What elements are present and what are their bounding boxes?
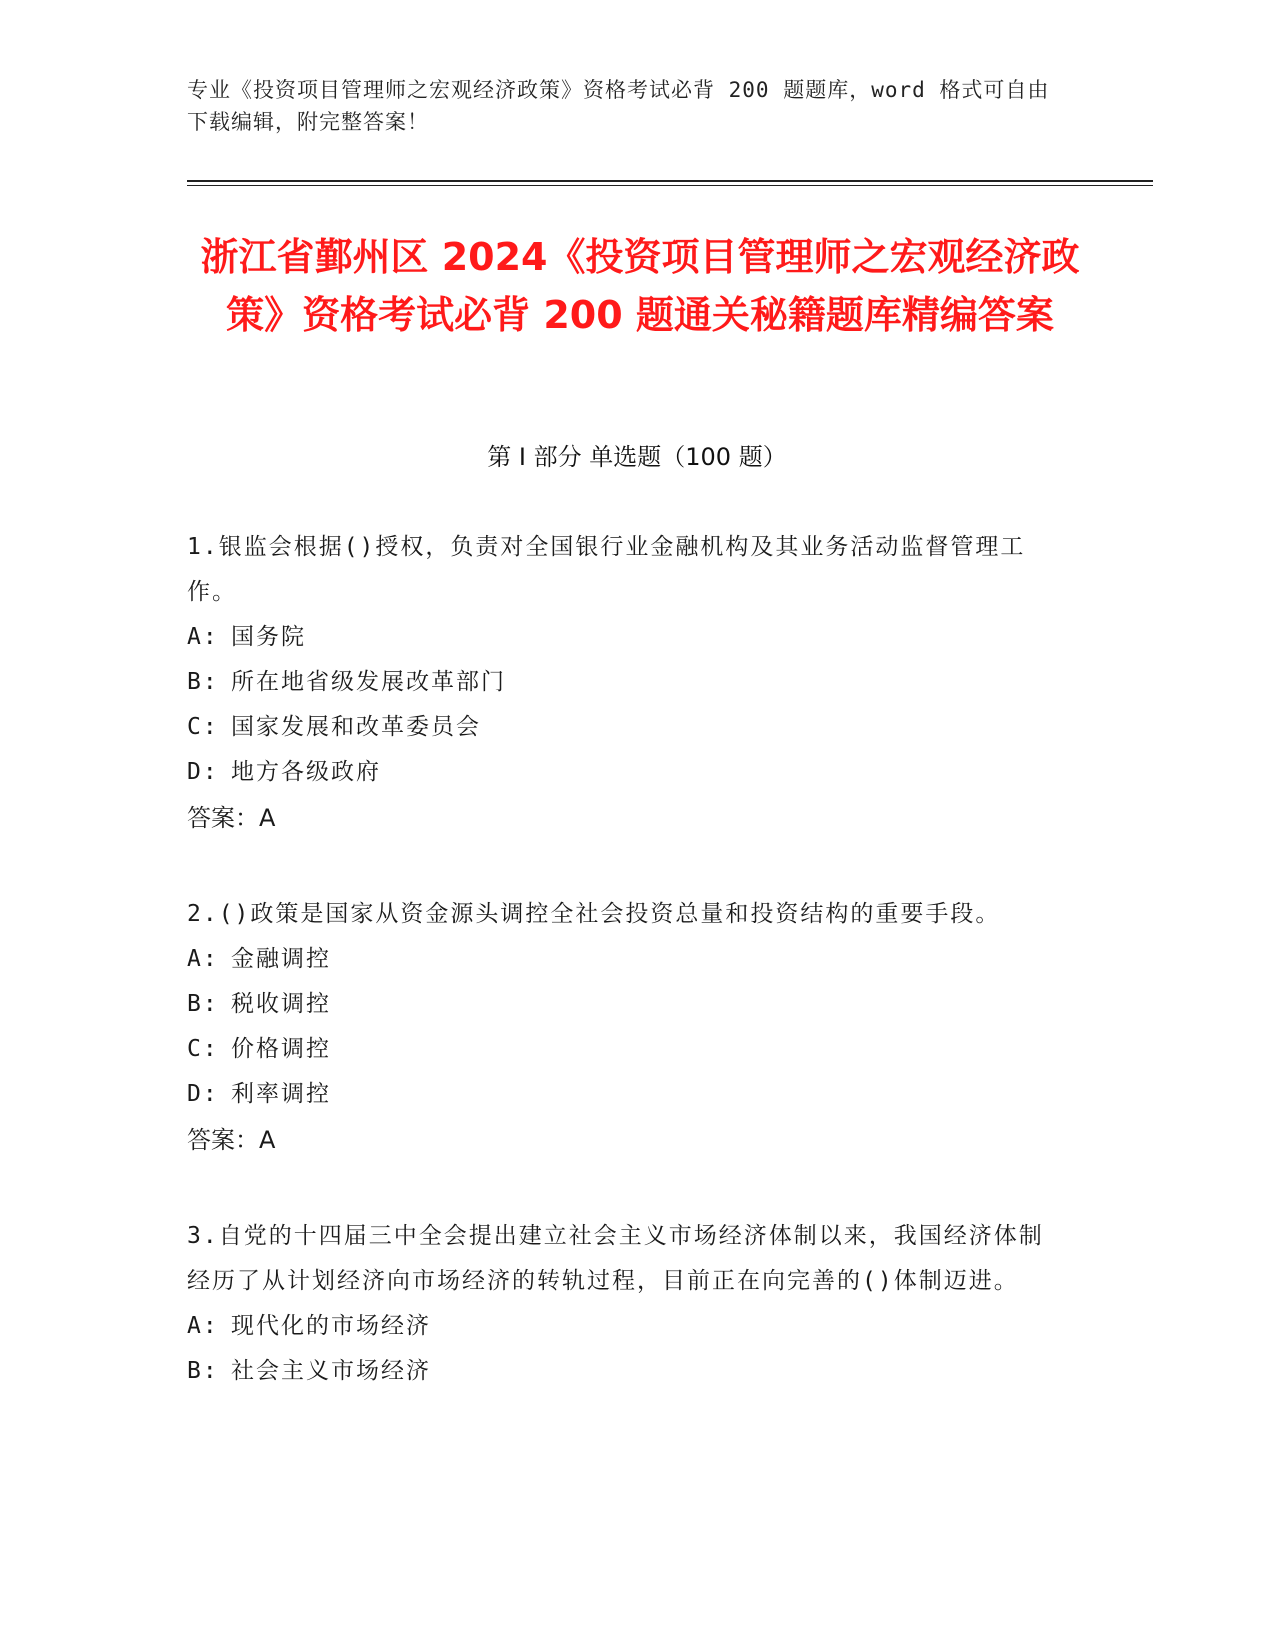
option-letter: B: [187, 1358, 219, 1384]
answer-label: 答案：A [187, 804, 276, 832]
option-a [187, 937, 1067, 982]
question-text: 3.自党的十四届三中全会提出建立社会主义市场经济体制以来，我国经济体制经历了从计划经济向市场经济的转轨过程，目前正在向完善的()体制迈进。 [187, 1223, 1044, 1294]
answer-label: 答案：A [187, 1126, 276, 1154]
document-title: 浙江省鄞州区 2024《投资项目管理师之宏观经济政策》资格考试必背 200 题通关秘籍题库精编答案 [200, 235, 1080, 337]
option-letter: A: [187, 946, 219, 972]
question-list [187, 525, 1067, 1445]
option-d [187, 1072, 1067, 1117]
question-2 [187, 892, 1067, 1163]
option-letter: D: [187, 1081, 219, 1107]
question-1 [187, 525, 1067, 841]
option-a [187, 1304, 1067, 1349]
option-b [187, 982, 1067, 1027]
option-d [187, 750, 1067, 795]
option-text: 价格调控 [231, 1036, 331, 1062]
option-b [187, 1349, 1067, 1394]
option-letter: B: [187, 669, 219, 695]
option-text: 国务院 [231, 624, 306, 650]
option-b [187, 660, 1067, 705]
section-heading: 第 I 部分 单选题（100 题） [487, 443, 787, 471]
option-text: 社会主义市场经济 [231, 1358, 431, 1384]
option-letter: C: [187, 1036, 219, 1062]
option-text: 金融调控 [231, 946, 331, 972]
option-letter: A: [187, 624, 219, 650]
option-text: 税收调控 [231, 991, 331, 1017]
option-letter: D: [187, 759, 219, 785]
question-3 [187, 1214, 1067, 1394]
header-note: 专业《投资项目管理师之宏观经济政策》资格考试必背 200 题题库，word 格式可自由下载编辑，附完整答案！ [187, 78, 1050, 134]
option-letter: B: [187, 991, 219, 1017]
option-text: 国家发展和改革委员会 [231, 714, 481, 740]
option-letter: A: [187, 1313, 219, 1339]
header-rule-thick [187, 180, 1153, 182]
option-text: 利率调控 [231, 1081, 331, 1107]
question-text: 2.()政策是国家从资金源头调控全社会投资总量和投资结构的重要手段。 [187, 901, 1001, 927]
option-c [187, 705, 1067, 750]
option-text: 所在地省级发展改革部门 [231, 669, 506, 695]
header-rule-thin [187, 185, 1153, 186]
option-text: 地方各级政府 [231, 759, 381, 785]
option-letter: C: [187, 714, 219, 740]
option-c [187, 1027, 1067, 1072]
question-text: 1.银监会根据()授权，负责对全国银行业金融机构及其业务活动监督管理工作。 [187, 534, 1026, 605]
option-text: 现代化的市场经济 [231, 1313, 431, 1339]
option-a [187, 615, 1067, 660]
